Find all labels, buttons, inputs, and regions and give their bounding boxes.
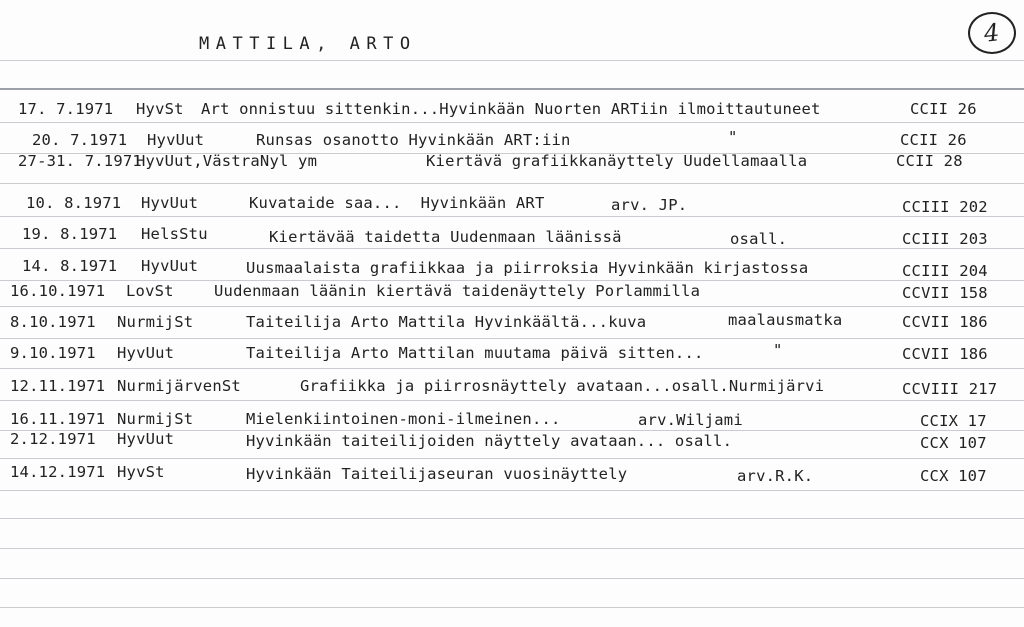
ruled-line: [0, 248, 1024, 249]
entry-date: 16.11.1971: [10, 410, 106, 428]
entry-source: HelsStu: [141, 225, 208, 243]
entry-ref: CCIII 203: [902, 230, 988, 248]
entry-title: Mielenkiintoinen-moni-ilmeinen...: [246, 410, 561, 428]
entry-title: Art onnistuu sittenkin...Hyvinkään Nuorten ARTiin ilmoittautuneet: [201, 100, 821, 118]
entry-ref: CCII 28: [896, 152, 963, 170]
entry-ref: CCVII 186: [902, 345, 988, 363]
entry-date: 8.10.1971: [10, 313, 96, 331]
entry-source: LovSt: [126, 282, 174, 300]
entry-ref: CCX 107: [920, 434, 987, 452]
entry-date: 17. 7.1971: [18, 100, 114, 118]
page-number-circle: [968, 12, 1016, 54]
entry-date: 20. 7.1971: [32, 131, 128, 149]
ruled-line: [0, 216, 1024, 217]
card-heading-name: MATTILA, ARTO: [199, 34, 417, 54]
ruled-line: [0, 60, 1024, 61]
entry-note: arv. JP.: [611, 196, 688, 214]
entry-note: maalausmatka: [728, 311, 843, 329]
entry-date: 2.12.1971: [10, 430, 96, 448]
ruled-line: [0, 338, 1024, 339]
ruled-line: [0, 280, 1024, 281]
entry-title: Hyvinkään taiteilijoiden näyttely avataan... osall.: [246, 432, 733, 450]
ruled-line: [0, 518, 1024, 519]
entry-date: 14. 8.1971: [22, 257, 118, 275]
entry-ref: CCIII 204: [902, 262, 988, 280]
entry-title: Uusmaalaista grafiikkaa ja piirroksia Hyvinkään kirjastossa: [246, 259, 809, 277]
entry-title: Taiteilija Arto Mattilan muutama päivä sitten...: [246, 344, 704, 362]
ruled-line: [0, 368, 1024, 369]
ruled-line: [0, 183, 1024, 184]
ruled-line: [0, 458, 1024, 459]
entry-source: HyvSt: [117, 463, 165, 481]
entry-date: 27-31. 7.1971: [18, 152, 142, 170]
ruled-line: [0, 88, 1024, 90]
entry-source: NurmijSt: [117, 410, 194, 428]
ruled-line: [0, 578, 1024, 579]
ruled-line: [0, 607, 1024, 608]
entry-ref: CCX 107: [920, 467, 987, 485]
entry-title: Taiteilija Arto Mattila Hyvinkäältä...kuva: [246, 313, 647, 331]
entry-date: 12.11.1971: [10, 377, 106, 395]
entry-source: HyvUut: [117, 430, 175, 448]
entry-source: NurmijSt: [117, 313, 194, 331]
entry-title: Kiertävä grafiikkanäyttely Uudellamaalla: [426, 152, 808, 170]
ruled-line: [0, 490, 1024, 491]
entry-ref: CCIX 17: [920, 412, 987, 430]
entry-title: Hyvinkään Taiteilijaseuran vuosinäyttely: [246, 465, 628, 483]
entry-ref: CCVIII 217: [902, 380, 998, 398]
entry-source: HyvSt: [136, 100, 184, 118]
entry-date: 19. 8.1971: [22, 225, 118, 243]
entry-ref: CCVII 186: [902, 313, 988, 331]
entry-ref: CCIII 202: [902, 198, 988, 216]
entry-ref: CCVII 158: [902, 284, 988, 302]
page-number: 4: [982, 18, 1002, 48]
entry-source: HyvUut: [141, 257, 199, 275]
entry-date: 9.10.1971: [10, 344, 96, 362]
ruled-line: [0, 400, 1024, 401]
entry-date: 16.10.1971: [10, 282, 106, 300]
entry-title: Kuvataide saa... Hyvinkään ART: [249, 194, 545, 212]
entry-note: ": [773, 341, 783, 359]
entry-note: osall.: [730, 230, 788, 248]
entry-note: arv.R.K.: [737, 467, 814, 485]
entry-date: 14.12.1971: [10, 463, 106, 481]
ruled-line: [0, 122, 1024, 123]
entry-source: NurmijärvenSt: [117, 377, 241, 395]
entry-source: HyvUut: [147, 131, 205, 149]
entry-date: 10. 8.1971: [26, 194, 122, 212]
entry-ref: CCII 26: [910, 100, 977, 118]
entry-source: HyvUut: [141, 194, 199, 212]
entry-title: Runsas osanotto Hyvinkään ART:iin: [256, 131, 571, 149]
ruled-line: [0, 548, 1024, 549]
entry-title: Uudenmaan läänin kiertävä taidenäyttely Porlammilla: [214, 282, 701, 300]
ruled-line: [0, 306, 1024, 307]
entry-title: Kiertävää taidetta Uudenmaan läänissä: [269, 228, 622, 246]
entry-title: Grafiikka ja piirrosnäyttely avataan...osall.Nurmijärvi: [300, 377, 825, 395]
entry-ref: CCII 26: [900, 131, 967, 149]
entry-note: ": [728, 128, 738, 146]
entry-source: HyvUut: [117, 344, 175, 362]
entry-source: HyvUut,VästraNyl ym: [136, 152, 318, 170]
entry-note: arv.Wiljami: [638, 411, 743, 429]
